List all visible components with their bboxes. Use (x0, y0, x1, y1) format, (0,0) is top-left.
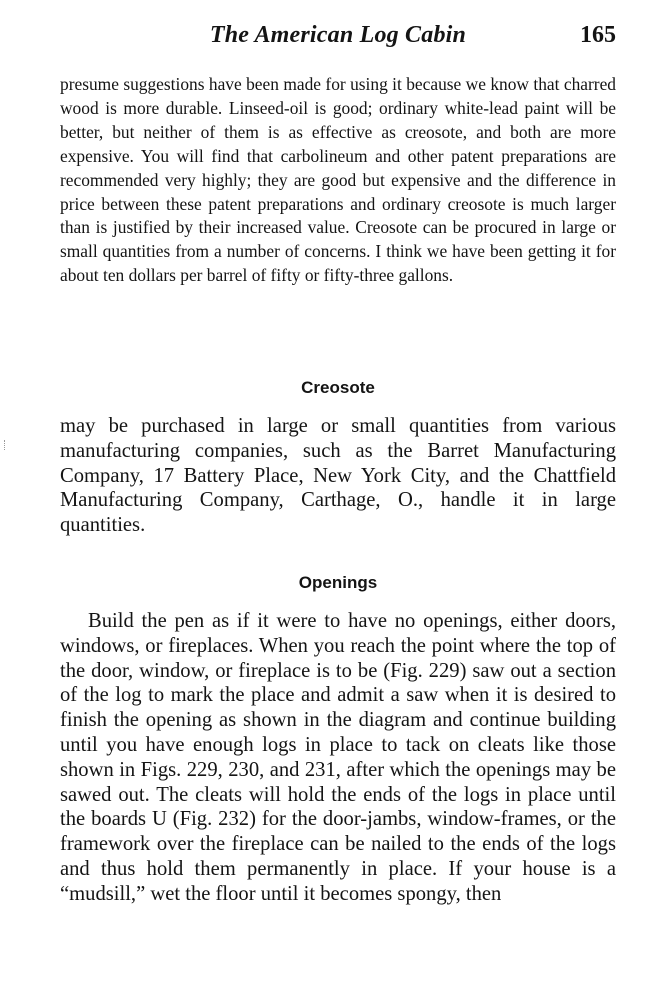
margin-mark (4, 440, 7, 450)
page-number: 165 (580, 22, 616, 48)
section-heading-creosote: Creosote (301, 378, 375, 397)
running-title: The American Log Cabin (209, 22, 467, 48)
section-heading-openings: Openings (298, 573, 378, 592)
intro-paragraph: presume suggestions have been made for using it because we know that charred wood is more durable. Linseed-oil is good; ordinary white-lead paint will be better, but neither of them is as effective as creosote, and both are more expensive. You will find that carbolineum and other patent preparations are recommended very highly; they are good but expensive and the difference in price between these patent preparations and ordinary creosote is much larger than is justified by their increased value. Creosote can be procured in large or small quantities from a number of concerns. I think we have been getting it for about ten dollars per barrel of fifty or fifty-three gallons. (60, 74, 616, 286)
creosote-paragraph: may be purchased in large or small quantities from various manufacturing companies, such as the Barret Manufacturing Company, 17 Battery Place, New York City, and the Chattfield Manufacturing Company, Carthage, O., handle it in large quantities. (60, 415, 616, 537)
openings-paragraph: Build the pen as if it were to have no openings, either doors, windows, or fireplaces. When you reach the point where the top of the door, window, or fireplace is to be (Fig. 229) saw out a section of the log to mark the place and admit a saw when it is desired to finish the opening as shown in the diagram and continue building until you have enough logs in place to tack on cleats like those shown in Figs. 229, 230, and 231, after which the openings may be sawed out. The cleats will hold the ends of the logs in place until the boards U (Fig. 232) for the door-jambs, window-frames, or the framework over the fireplace can be nailed to the ends of the logs and thus hold them permanently in place. If your house is a “mudsill,” wet the floor until it becomes spongy, then (60, 610, 616, 905)
page-header (60, 22, 616, 54)
